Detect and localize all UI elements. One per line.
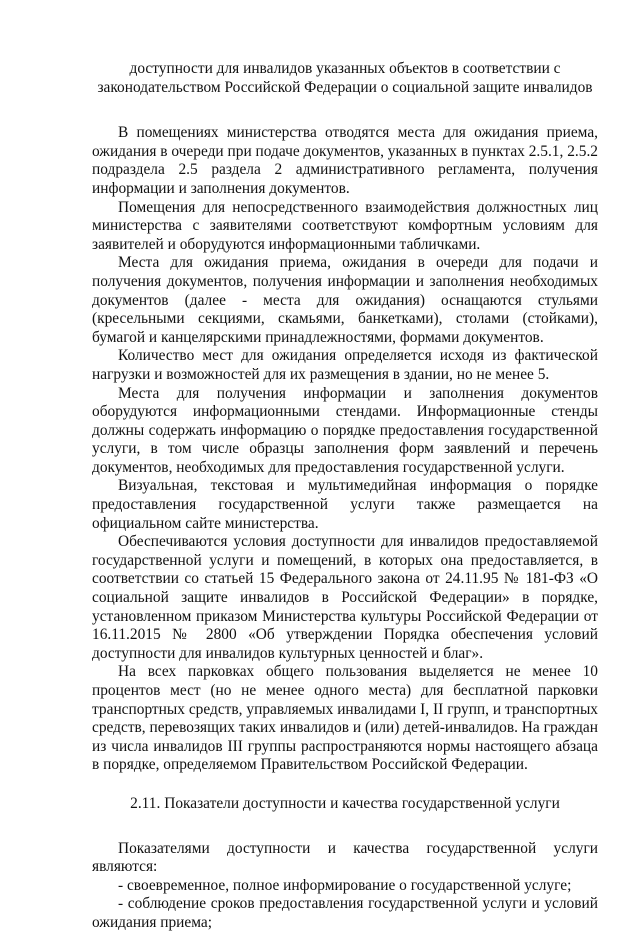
paragraph-interaction-rooms: Помещения для непосредственного взаимодействия должностных лиц министерства с заявителями соответствуют комфортным условиям для заявителей и оборудуются информационными табличками.	[92, 198, 598, 253]
section-intro: Показателями доступности и качества государственной услуги являются:	[92, 839, 598, 876]
list-item-informing: - своевременное, полное информирование о государственной услуге;	[118, 876, 572, 894]
paragraph-parking: На всех парковках общего пользования выделяется не менее 10 процентов мест (но не менее одного места) для бесплатной парковки транспортных средств, управляемых инвалидами I, II групп, и транспортных средств, перевозящих таких инвалидов и (или) детей-инвалидов. На граждан из числа инвалидов III группы распространяются нормы настоящего абзаца в порядке, определяемом Правительством Российской Федерации.	[92, 663, 598, 774]
paragraph-seat-count: Количество мест для ожидания определяется исходя из фактической нагрузки и возможностей для их размещения в здании, но не менее 5.	[92, 347, 598, 383]
paragraph-accessibility: Обеспечиваются условия доступности для инвалидов предоставляемой государственной услуги и помещений, в которых она предоставляется, в соответствии со статьей 15 Федерального закона от 24.11.95 № 181-ФЗ «О социальной защите инвалидов в Российской Федерации» в порядке, установленном приказом Министерства культуры Российской Федерации от 16.11.2015 № 2800 «Об утверждении Порядка обеспечения условий доступности для инвалидов культурных ценностей и благ».	[92, 533, 598, 662]
section-title: 2.11. Показатели доступности и качества государственной услуги	[130, 794, 560, 812]
heading-line-1: доступности для инвалидов указанных объектов в соответствии с	[129, 60, 561, 77]
section-heading	[92, 60, 598, 97]
paragraph-waiting-areas: В помещениях министерства отводятся места для ожидания приема, ожидания в очереди при подаче документов, указанных в пунктах 2.5.1, 2.5.2 подраздела 2.5 раздела 2 административного регламента, получения информации и заполнения документов.	[92, 124, 598, 197]
paragraph-waiting-equipment: Места для ожидания приема, ожидания в очереди для подачи и получения документов, получения информации и заполнения необходимых документов (далее - места для ожидания) оснащаются стульями (кресельными секциями, скамьями, банкетками), столами (стойками), бумагой и канцелярскими принадлежностями, формами документов.	[92, 254, 598, 346]
heading-line-2: законодательством Российской Федерации о социальной защите инвалидов	[97, 78, 593, 96]
paragraph-website-info: Визуальная, текстовая и мультимедийная информация о порядке предоставления государственной услуги также размещается на официальном сайте министерства.	[92, 477, 598, 532]
list-item-deadlines: - соблюдение сроков предоставления государственной услуги и условий ожидания приема;	[92, 895, 598, 931]
paragraph-info-stands: Места для получения информации и заполнения документов оборудуются информационными стендами. Информационные стенды должны содержать информацию о порядке предоставления государственной услуги, в том числе образцы заполнения форм заявлений и перечень документов, необходимых для предоставления государственной услуги.	[92, 384, 598, 476]
